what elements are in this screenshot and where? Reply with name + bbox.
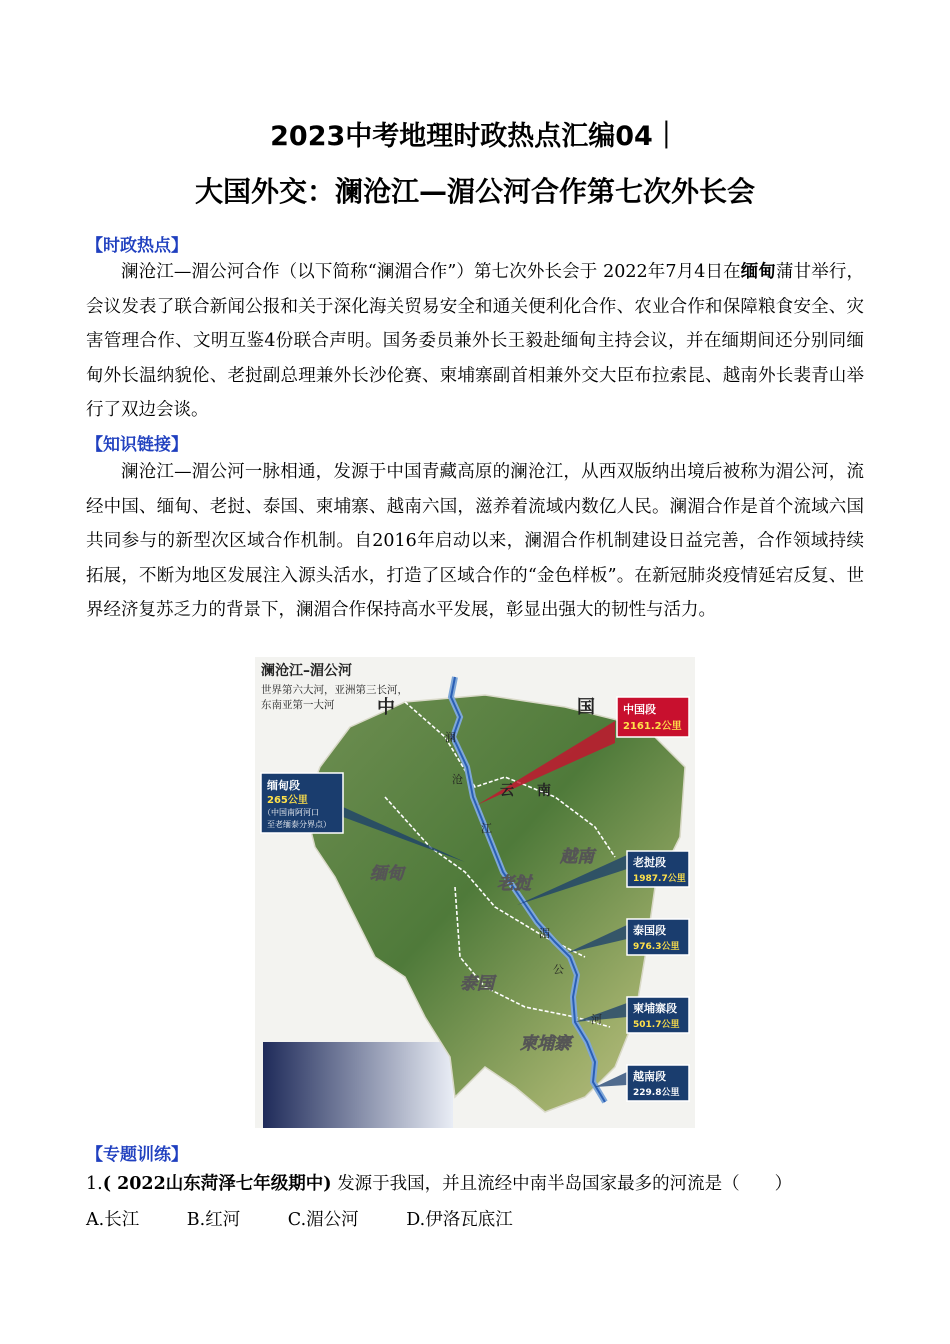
mekong-map-svg	[255, 657, 695, 1128]
label-guo: 国	[577, 697, 595, 718]
option-d[interactable]: D.伊洛瓦底江	[406, 1210, 513, 1230]
label-nan: 南	[537, 783, 551, 799]
callout-myanmar	[261, 773, 343, 833]
callout-vietnam	[627, 1065, 689, 1101]
river-char-jiang: 江	[481, 822, 492, 835]
callout-laos-name: 老挝段	[633, 856, 666, 869]
question-1	[86, 1170, 792, 1195]
callout-cambodia-name: 柬埔寨段	[633, 1002, 677, 1015]
sea-gradient	[263, 1042, 453, 1128]
river-char-lan: 澜	[445, 731, 456, 744]
callout-vietnam-name: 越南段	[633, 1070, 666, 1083]
option-c[interactable]: C.湄公河	[287, 1210, 359, 1230]
label-zhong: 中	[377, 697, 395, 718]
section-heading-practice: 【专题训练】	[86, 1145, 188, 1165]
callout-myanmar-note1: （中国南阿河口	[263, 808, 319, 817]
map-title: 澜沧江–湄公河	[261, 663, 352, 679]
callout-vietnam-length: 229.8公里	[633, 1088, 680, 1098]
callout-myanmar-name: 缅甸段	[267, 779, 300, 792]
option-b[interactable]: B.红河	[186, 1210, 241, 1230]
title-line-1: 2023中考地理时政热点汇编04｜	[270, 121, 680, 152]
title-line-2: 大国外交：澜沧江—湄公河合作第七次外长会	[194, 175, 755, 208]
callout-thailand-length: 976.3公里	[633, 942, 680, 952]
mekong-map-figure	[255, 657, 695, 1128]
label-cambodia: 柬埔寨	[520, 1034, 571, 1054]
callout-thailand	[627, 919, 689, 955]
callout-china	[617, 697, 689, 737]
para1-part-b: 蒲甘举行，会议发表了联合新闻公报和关于深化海关贸易安全和通关便利化合作、农业合作和保障粮食安全、灾害管理合作、文明互鉴4份联合声明。国务委员兼外长王毅赴缅甸主持会议，并在缅期间还分别同缅甸外长温纳貌伦、老挝副总理兼外长沙伦赛、柬埔寨副首相兼外交大臣布拉索昆、越南外长裴青山举行了双边会谈。	[86, 262, 864, 420]
para1-part-a: 澜沧江—湄公河合作（以下简称“澜湄合作”）第七次外长会于 2022年7月4日在	[121, 262, 741, 282]
label-thailand: 泰国	[460, 974, 494, 994]
question-number: 1.	[86, 1174, 103, 1194]
question-source: ( 2022山东菏泽七年级期中)	[102, 1174, 332, 1194]
callout-myanmar-note2: 至老缅泰分界点）	[267, 820, 331, 829]
callout-laos-length: 1987.7公里	[633, 874, 686, 884]
callout-china-length: 2161.2公里	[623, 721, 682, 732]
label-yun: 云	[500, 783, 514, 799]
label-myanmar: 缅甸	[370, 864, 404, 884]
para1-bold: 缅甸	[740, 262, 776, 282]
river-char-gong: 公	[553, 963, 564, 976]
map-subtitle-1: 世界第六大河，亚洲第三长河，	[261, 684, 408, 696]
label-vietnam: 越南	[560, 847, 594, 867]
callout-laos	[627, 851, 689, 887]
river-char-mei: 湄	[539, 927, 550, 940]
map-subtitle-2: 东南亚第一大河	[261, 699, 335, 711]
section-heading-knowledge: 【知识链接】	[86, 435, 188, 455]
river-char-he: 河	[591, 1013, 602, 1026]
callout-cambodia	[627, 997, 689, 1033]
label-laos: 老挝	[497, 874, 531, 894]
callout-cambodia-length: 501.7公里	[633, 1020, 680, 1030]
section-heading-hot-topic: 【时政热点】	[86, 236, 188, 256]
river-char-cang: 沧	[452, 773, 463, 786]
option-a[interactable]: A.长江	[86, 1210, 140, 1230]
callout-china-name: 中国段	[623, 703, 656, 716]
paragraph-hot-topic	[86, 255, 864, 428]
question-text: 发源于我国，并且流经中南半岛国家最多的河流是（ ）	[331, 1174, 793, 1194]
paragraph-knowledge: 澜沧江—湄公河一脉相通，发源于中国青藏高原的澜沧江，从西双版纳出境后被称为湄公河，流经中国、缅甸、老挝、泰国、柬埔寨、越南六国，滋养着流域内数亿人民。澜湄合作是首个流域六国共同参与的新型次区域合作机制。自2016年启动以来，澜湄合作机制建设日益完善，合作领域持续拓展，不断为地区发展注入源头活水，打造了区域合作的“金色样板”。在新冠肺炎疫情延宕反复、世界经济复苏乏力的背景下，澜湄合作保持高水平发展，彰显出强大的韧性与活力。	[86, 462, 864, 620]
callout-myanmar-length: 265公里	[267, 795, 308, 806]
question-options	[86, 1206, 555, 1231]
callout-thailand-name: 泰国段	[633, 924, 666, 937]
